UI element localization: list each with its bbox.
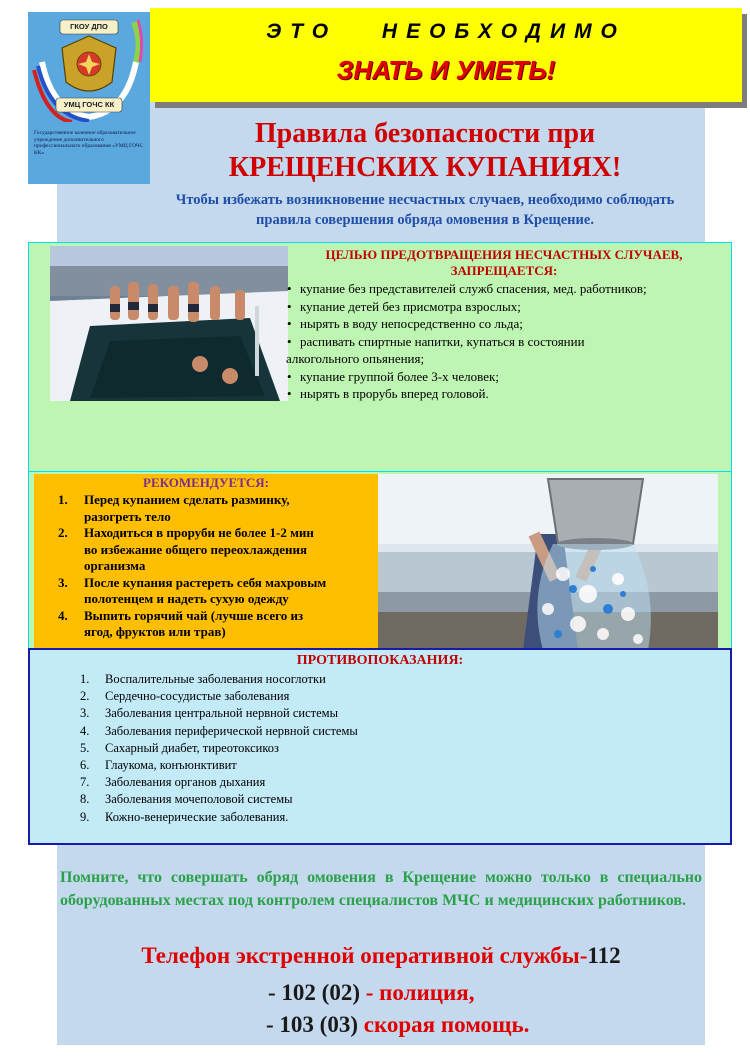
item-text: полотенцем и надеть сухую одежду	[84, 591, 289, 606]
police-phone-number: - 102 (02)	[268, 980, 360, 1005]
item-text: Воспалительные заболевания носоглотки	[105, 672, 326, 686]
forbidden-list	[286, 280, 726, 403]
item-text: Выпить горячий чай (лучше всего из	[84, 607, 304, 623]
list-item	[80, 740, 580, 757]
emergency-phone-label: Телефон экстренной оперативной службы-	[141, 943, 588, 968]
item-text: Перед купанием сделать разминку,	[84, 492, 290, 507]
item-number: 9.	[80, 809, 90, 824]
list-item: • распивать спиртные напитки, купаться в состоянии	[286, 333, 726, 351]
list-item	[80, 705, 580, 722]
page-title	[150, 117, 700, 185]
item-text: После купания растереть себя махровым	[84, 574, 327, 590]
list-item	[48, 575, 378, 608]
item-number: 1.	[58, 492, 68, 507]
list-item: • нырять в воду непосредственно со льда;	[286, 315, 726, 333]
ice-bucket-pour-photo	[378, 474, 718, 650]
item-number: 1.	[80, 672, 90, 686]
title-line-1: Правила безопасности при	[254, 118, 596, 149]
item-text: организма	[84, 558, 146, 573]
list-item: • нырять в прорубь вперед головой.	[286, 385, 726, 403]
list-item	[80, 688, 580, 705]
item-number: 4.	[58, 607, 68, 623]
item-number: 2.	[58, 525, 68, 540]
item-number: 6.	[80, 758, 90, 773]
item-text: Сахарный диабет, тиреотоксикоз	[105, 740, 279, 755]
header-line-2: ЗНАТЬ И УМЕТЬ!	[336, 55, 556, 85]
organization-logo	[28, 12, 150, 184]
list-item	[48, 525, 378, 575]
list-item	[80, 791, 580, 808]
list-item	[48, 492, 378, 525]
forbidden-heading-line-1: ЦЕЛЬЮ ПРЕДОТВРАЩЕНИЯ НЕСЧАСТНЫХ СЛУЧАЕВ,	[325, 247, 683, 262]
item-text: Кожно-венерические заболевания.	[105, 809, 289, 824]
item-number: 3.	[58, 574, 68, 590]
ice-hole-bathing-photo	[50, 246, 288, 401]
forbidden-heading	[288, 247, 720, 279]
reminder-text: Помните, что совершать обряд омовения в Крещение можно только в специально оборудованных местах под контролем специалистов МЧС и медицинских работников.	[60, 869, 702, 909]
contraindications-heading: ПРОТИВОПОКАЗАНИЯ:	[296, 653, 464, 668]
subtitle: Чтобы избежать возникновение несчастных случаев, необходимо соблюдать правила совершения обряда омовения в Крещение.	[175, 192, 675, 228]
logo-bottom-label: УМЦ ГОЧС КК	[63, 100, 115, 109]
item-text: разогреть тело	[84, 508, 171, 524]
logo-caption: Государственное казенное образовательное учреждение дополнительного профессионального образования «УМЦ ГОЧС КК»	[34, 130, 144, 156]
header-line-1: ЭТО НЕОБХОДИМО	[266, 20, 626, 43]
contraindications-list	[80, 671, 580, 826]
emergency-phone-number: 112	[587, 943, 621, 968]
list-item: • купание детей без присмотра взрослых;	[286, 298, 726, 316]
item-text: Заболевания центральной нервной системы	[105, 706, 338, 721]
list-item	[80, 774, 580, 791]
list-item	[80, 671, 580, 688]
item-number: 8.	[80, 792, 90, 807]
item-number: 3.	[80, 706, 90, 721]
ambulance-phone-label: скорая помощь.	[357, 1012, 530, 1037]
list-item	[80, 757, 580, 774]
list-item	[80, 723, 580, 740]
police-phone-label: - полиция,	[359, 980, 475, 1005]
list-item: • купание без представителей служб спасения, мед. работников;	[286, 280, 726, 298]
item-number: 4.	[80, 723, 90, 738]
item-text: Находиться в проруби не более 1-2 мин	[84, 525, 314, 540]
item-text: во избежание общего переохлаждения	[84, 541, 308, 557]
logo-top-label: ГКОУ ДПО	[70, 22, 108, 31]
police-phone-line	[268, 980, 474, 1006]
list-item: • купание группой более 3-х человек;	[286, 368, 726, 386]
list-item	[48, 608, 378, 641]
item-text: Заболевания периферической нервной системы	[105, 723, 358, 738]
emergency-phone-line	[60, 943, 702, 969]
recommended-list	[48, 492, 378, 641]
recommended-heading: РЕКОМЕНДУЕТСЯ:	[143, 475, 269, 490]
item-text: Сердечно-сосудистые заболевания	[105, 689, 290, 704]
ambulance-phone-line	[266, 1012, 529, 1038]
item-text: Заболевания мочеполовой системы	[105, 792, 293, 807]
item-number: 7.	[80, 775, 90, 790]
list-item-continuation: алкогольного опьянения;	[286, 351, 425, 366]
list-item	[80, 809, 580, 826]
item-number: 5.	[80, 740, 90, 755]
forbidden-heading-line-2: ЗАПРЕЩАЕТСЯ:	[450, 263, 558, 278]
ambulance-phone-number: - 103 (03)	[266, 1012, 358, 1037]
item-text: Заболевания органов дыхания	[105, 775, 266, 790]
item-text: Глаукома, конъюнктивит	[105, 758, 237, 773]
item-text: ягод, фруктов или трав)	[84, 624, 226, 639]
title-line-2: КРЕЩЕНСКИХ КУПАНИЯХ!	[228, 152, 622, 183]
item-number: 2.	[80, 689, 90, 704]
